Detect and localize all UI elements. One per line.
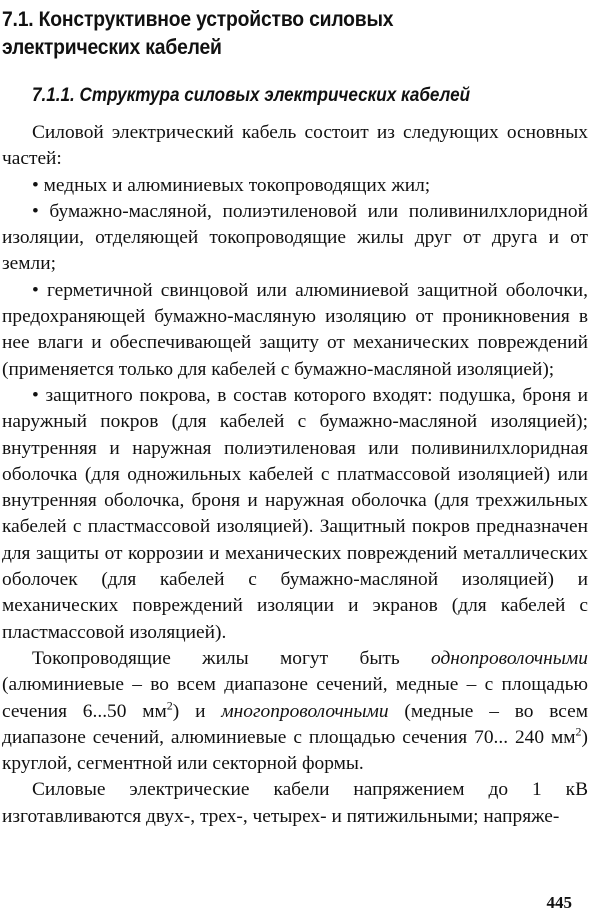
voltage-paragraph: Силовые электрические кабели напряжением до 1 кВ изготавливаются двух-, трех-, четырех- и пятижильными; напряже- xyxy=(2,779,588,827)
conductors-paragraph xyxy=(2,646,588,777)
bullet-item: • герметичной свинцовой или алюминиевой защитной оболочки, предохраняющей бумажно-масляную изоляцию от проникновения в нее влаги и обеспечивающей защиту от механических повреждений (применяется только для кабелей с бумажно-масляной изоляцией); xyxy=(2,279,588,380)
page-number: 445 xyxy=(546,893,572,912)
bullet-item: • защитного покрова, в состав которого входят: подушка, броня и наружный покров (для кабелей с бумажно-масляной изоляцией); внутренняя и наружная полиэтиленовая или поливинилхлоридная оболочка (для одножильных кабелей с платмассовой изоляцией) или внутренняя оболочка, броня и наружная оболочка (для трехжильных кабелей с пластмассовой изоляцией). Защитный покров предназначен для защиты от коррозии и механических повреждений металлических оболочек (для кабелей с бумажно-масляной изоляцией) и механических повреждений изоляции и экранов (для кабелей с пластмассовой изоляцией). xyxy=(2,384,588,643)
italic-term: однопроволочными xyxy=(431,647,588,669)
text-run: Токопроводящие жилы могут быть xyxy=(32,647,432,669)
subsection-title: 7.1.1. Структура силовых электрических кабелей xyxy=(32,85,471,106)
superscript: 2 xyxy=(166,698,173,713)
superscript: 2 xyxy=(575,724,582,739)
intro-paragraph: Силовой электрический кабель состоит из следующих основных частей: xyxy=(2,122,588,170)
section-title xyxy=(2,6,541,62)
text-run: ) и xyxy=(172,700,222,722)
text-run: (алюминиевые – во всем диапазоне сечений, медные – с площадью сечения 6...50 мм xyxy=(2,674,588,722)
text-run: (медные – во всем диапазоне сечений, алюминиевые с площадью сечения 70... 240 мм xyxy=(2,700,588,748)
section-title-line-2: электрических кабелей xyxy=(2,36,222,59)
bullet-item: • бумажно-масляной, полиэтиленовой или поливинилхлоридной изоляции, отделяющей токопроводящие жилы друг от друга и от земли; xyxy=(2,200,588,275)
italic-term: многопроволочными xyxy=(221,700,389,722)
text-run: ) круглой, сегментной или секторной формы. xyxy=(2,726,588,775)
section-title-line-1: 7.1. Конструктивное устройство силовых xyxy=(2,8,394,31)
bullet-item: • медных и алюминиевых токопроводящих жил; xyxy=(32,174,431,196)
